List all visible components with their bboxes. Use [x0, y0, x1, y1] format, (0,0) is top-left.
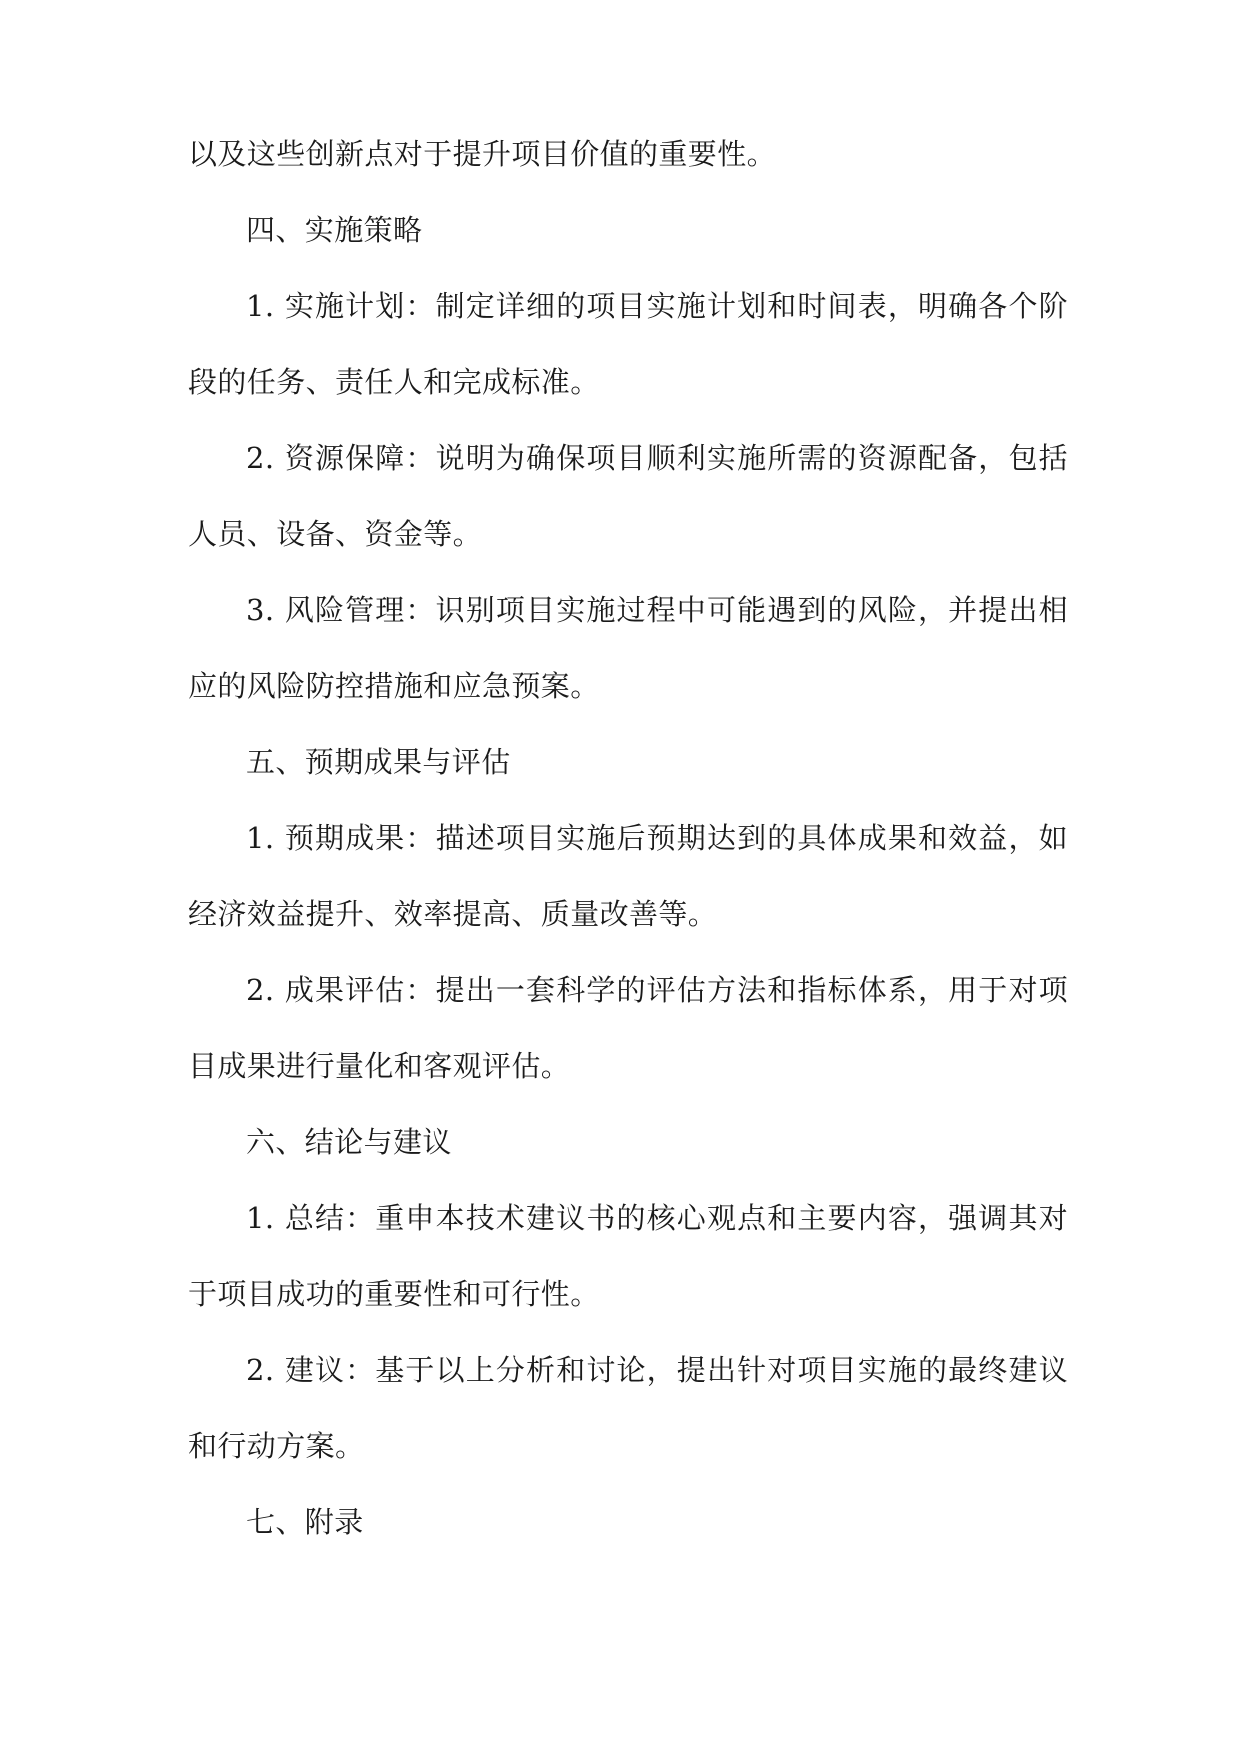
section-heading-outcomes: 五、预期成果与评估 — [246, 745, 511, 779]
paragraph-line: 人员、设备、资金等。 — [188, 517, 483, 551]
list-item-line: 2. 资源保障：说明为确保项目顺利实施所需的资源配备，包括 — [246, 441, 1068, 475]
list-item-line: 1. 实施计划：制定详细的项目实施计划和时间表，明确各个阶 — [246, 289, 1068, 323]
paragraph-line: 段的任务、责任人和完成标准。 — [188, 365, 600, 399]
list-item-line: 3. 风险管理：识别项目实施过程中可能遇到的风险，并提出相 — [246, 593, 1068, 627]
paragraph-line: 于项目成功的重要性和可行性。 — [188, 1277, 600, 1311]
list-item-line: 1. 总结：重申本技术建议书的核心观点和主要内容，强调其对 — [246, 1201, 1068, 1235]
paragraph-line: 以及这些创新点对于提升项目价值的重要性。 — [188, 137, 777, 171]
paragraph-line: 应的风险防控措施和应急预案。 — [188, 669, 600, 703]
list-item-line: 2. 成果评估：提出一套科学的评估方法和指标体系，用于对项 — [246, 973, 1068, 1007]
section-heading-conclusion: 六、结论与建议 — [246, 1125, 452, 1159]
paragraph-line: 经济效益提升、效率提高、质量改善等。 — [188, 897, 718, 931]
list-item-line: 2. 建议：基于以上分析和讨论，提出针对项目实施的最终建议 — [246, 1353, 1068, 1387]
section-heading-implementation: 四、实施策略 — [246, 213, 423, 247]
section-heading-appendix: 七、附录 — [246, 1505, 364, 1539]
paragraph-line: 目成果进行量化和客观评估。 — [188, 1049, 571, 1083]
list-item-line: 1. 预期成果：描述项目实施后预期达到的具体成果和效益，如 — [246, 821, 1068, 855]
paragraph-line: 和行动方案。 — [188, 1429, 365, 1463]
